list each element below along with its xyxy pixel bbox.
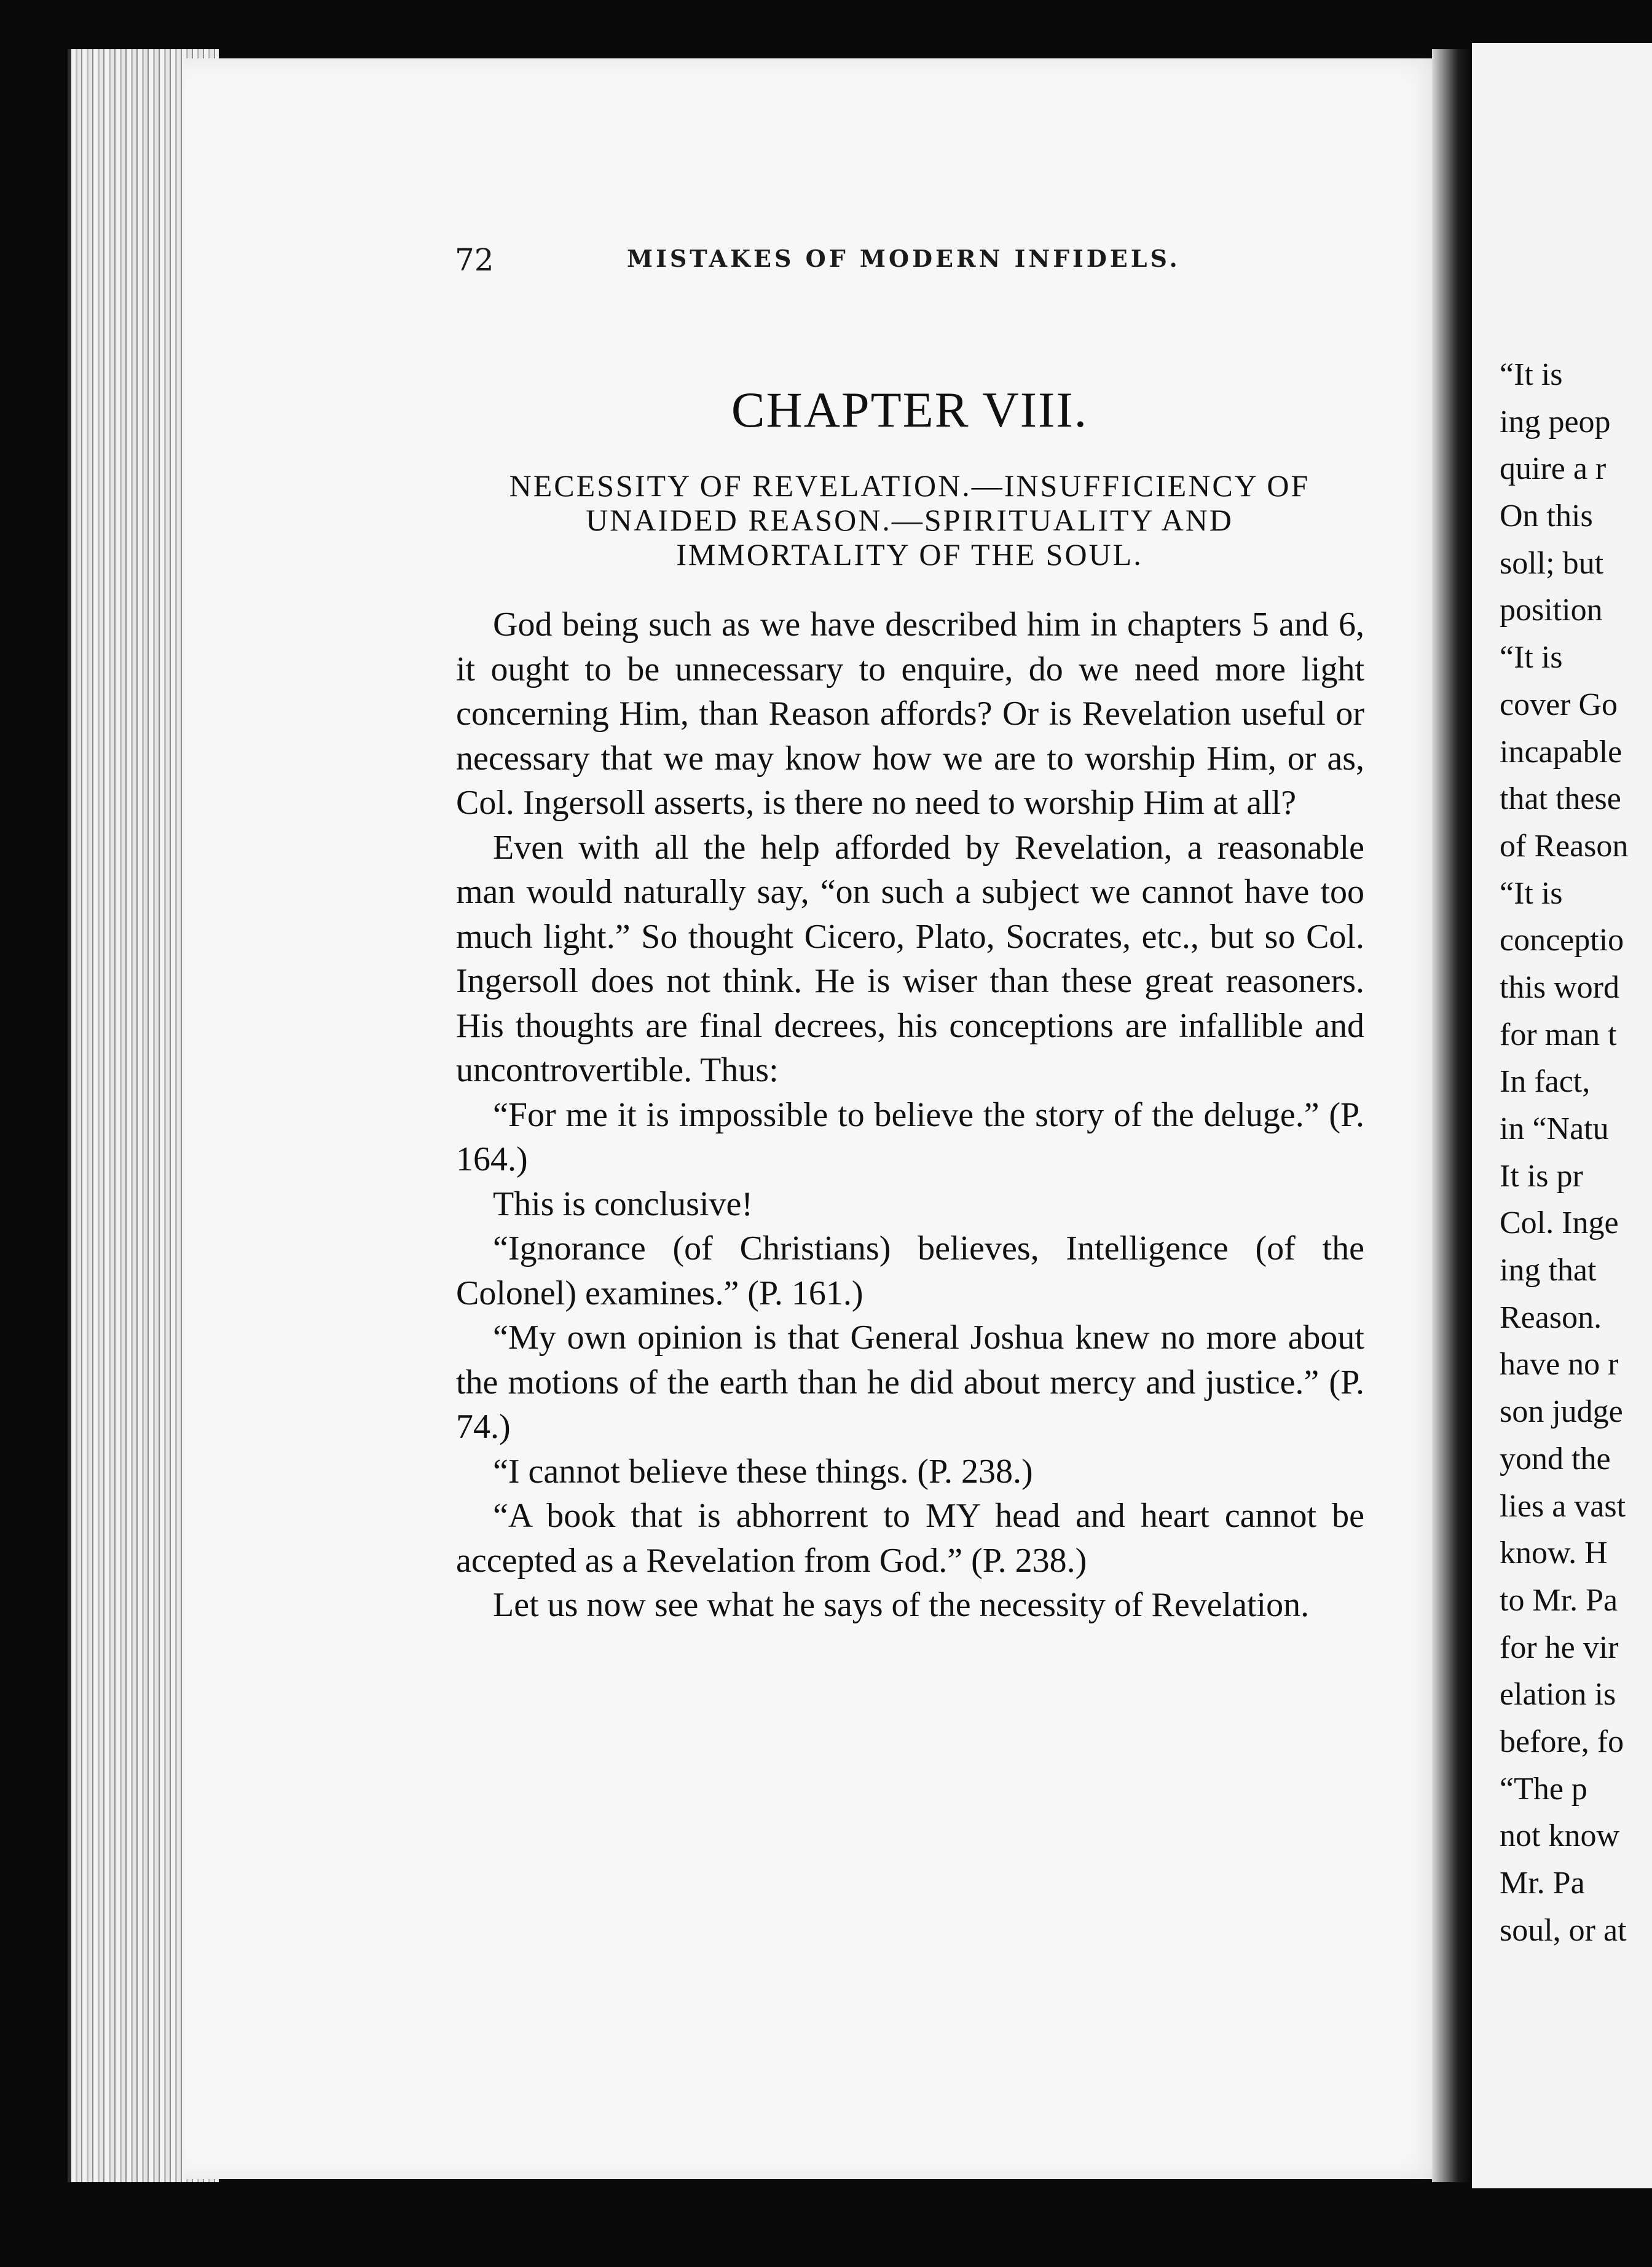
facing-page-line: position (1500, 593, 1603, 628)
facing-page-line: soll; but (1500, 545, 1604, 581)
facing-page-line: for man t (1500, 1017, 1617, 1052)
facing-page-line: Col. Inge (1500, 1205, 1619, 1241)
quotation: “Ignorance (of Christians) believes, Intelligence (of the Colonel) examines.” (P. 161.) (456, 1229, 1364, 1312)
facing-page-text (1500, 352, 1652, 1954)
facing-page-line: in “Natu (1500, 1111, 1609, 1146)
paragraph: Let us now see what he says of the necessity of Revelation. (493, 1586, 1310, 1624)
chapter-subheading (452, 468, 1367, 572)
quotation: “A book that is abhorrent to MY head and heart cannot be accepted as a Revelation from God.” (P. 238.) (456, 1497, 1364, 1580)
facing-page-line: not know (1500, 1818, 1619, 1854)
facing-page-line: lies a vast (1500, 1488, 1626, 1524)
paragraph: This is conclusive! (493, 1185, 753, 1223)
quotation: “For me it is impossible to believe the story of the deluge.” (P. 164.) (456, 1095, 1364, 1178)
facing-page-line: It is pr (1500, 1158, 1583, 1194)
running-title: MISTAKES OF MODERN INFIDELS. (627, 245, 1181, 272)
body-text (456, 602, 1364, 1628)
chapter-title: CHAPTER VIII. (731, 382, 1088, 438)
page-number: 72 (455, 242, 494, 278)
facing-page-line: to Mr. Pa (1500, 1582, 1618, 1618)
facing-page-line: ing peop (1500, 404, 1611, 440)
facing-page-line: “It is (1500, 640, 1563, 676)
facing-page-line: this word (1500, 969, 1619, 1005)
facing-page-line: son judge (1500, 1394, 1623, 1430)
quotation: “I cannot believe these things. (P. 238.) (493, 1452, 1033, 1491)
subheading-line: UNAIDED REASON.—SPIRITUALITY AND (586, 503, 1233, 537)
facing-page-line: incapable (1500, 734, 1622, 770)
facing-page-line: Mr. Pa (1500, 1866, 1585, 1901)
facing-page-line: On this (1500, 499, 1593, 534)
facing-page-line: cover Go (1500, 687, 1618, 722)
facing-page-line: “It is (1500, 357, 1563, 392)
facing-page-line: yond the (1500, 1441, 1611, 1477)
facing-page-line: “It is (1500, 875, 1563, 911)
facing-page-line: ing that (1500, 1253, 1597, 1288)
facing-page-line: of Reason (1500, 828, 1629, 864)
facing-page-line: for he vir (1500, 1630, 1619, 1665)
facing-page-line: Reason. (1500, 1299, 1602, 1335)
facing-page-line: know. H (1500, 1536, 1608, 1571)
facing-page-line: quire a r (1500, 451, 1607, 487)
subheading-line: IMMORTALITY OF THE SOUL. (676, 537, 1143, 572)
paragraph: Even with all the help afforded by Revelation, a reasonable man would naturally say, “on such a subject we cannot have too much light.” So thought Cicero, Plato, Socrates, etc., but so Col. Ingersoll does not think. He is wiser than these great reasoners. His thoughts are final decrees, his conceptions are infallible and uncontrovertible. Thus: (456, 828, 1364, 1089)
facing-page-line: “The p (1500, 1771, 1587, 1807)
facing-page-line: have no r (1500, 1347, 1619, 1382)
facing-page-line: soul, or at (1500, 1912, 1627, 1948)
facing-page-line: that these (1500, 781, 1621, 817)
facing-page-line: conceptio (1500, 923, 1624, 958)
facing-page-line: elation is (1500, 1677, 1616, 1713)
facing-page-line: before, fo (1500, 1724, 1624, 1759)
subheading-line: NECESSITY OF REVELATION.—INSUFFICIENCY OF (509, 468, 1310, 503)
facing-page-line: In fact, (1500, 1064, 1591, 1100)
paragraph: God being such as we have described him in chapters 5 and 6, it ought to be unnecessary to enquire, do we need more light concerning Him, than Reason affords? Or is Revelation useful or necessary that we may know how we are to worship Him, or as, Col. Ingersoll asserts, is there no need to worship Him at all? (456, 605, 1364, 822)
quotation: “My own opinion is that General Joshua knew no more about the motions of the earth than he did about mercy and justice.” (P. 74.) (456, 1319, 1364, 1446)
book-gutter (1432, 49, 1475, 2182)
